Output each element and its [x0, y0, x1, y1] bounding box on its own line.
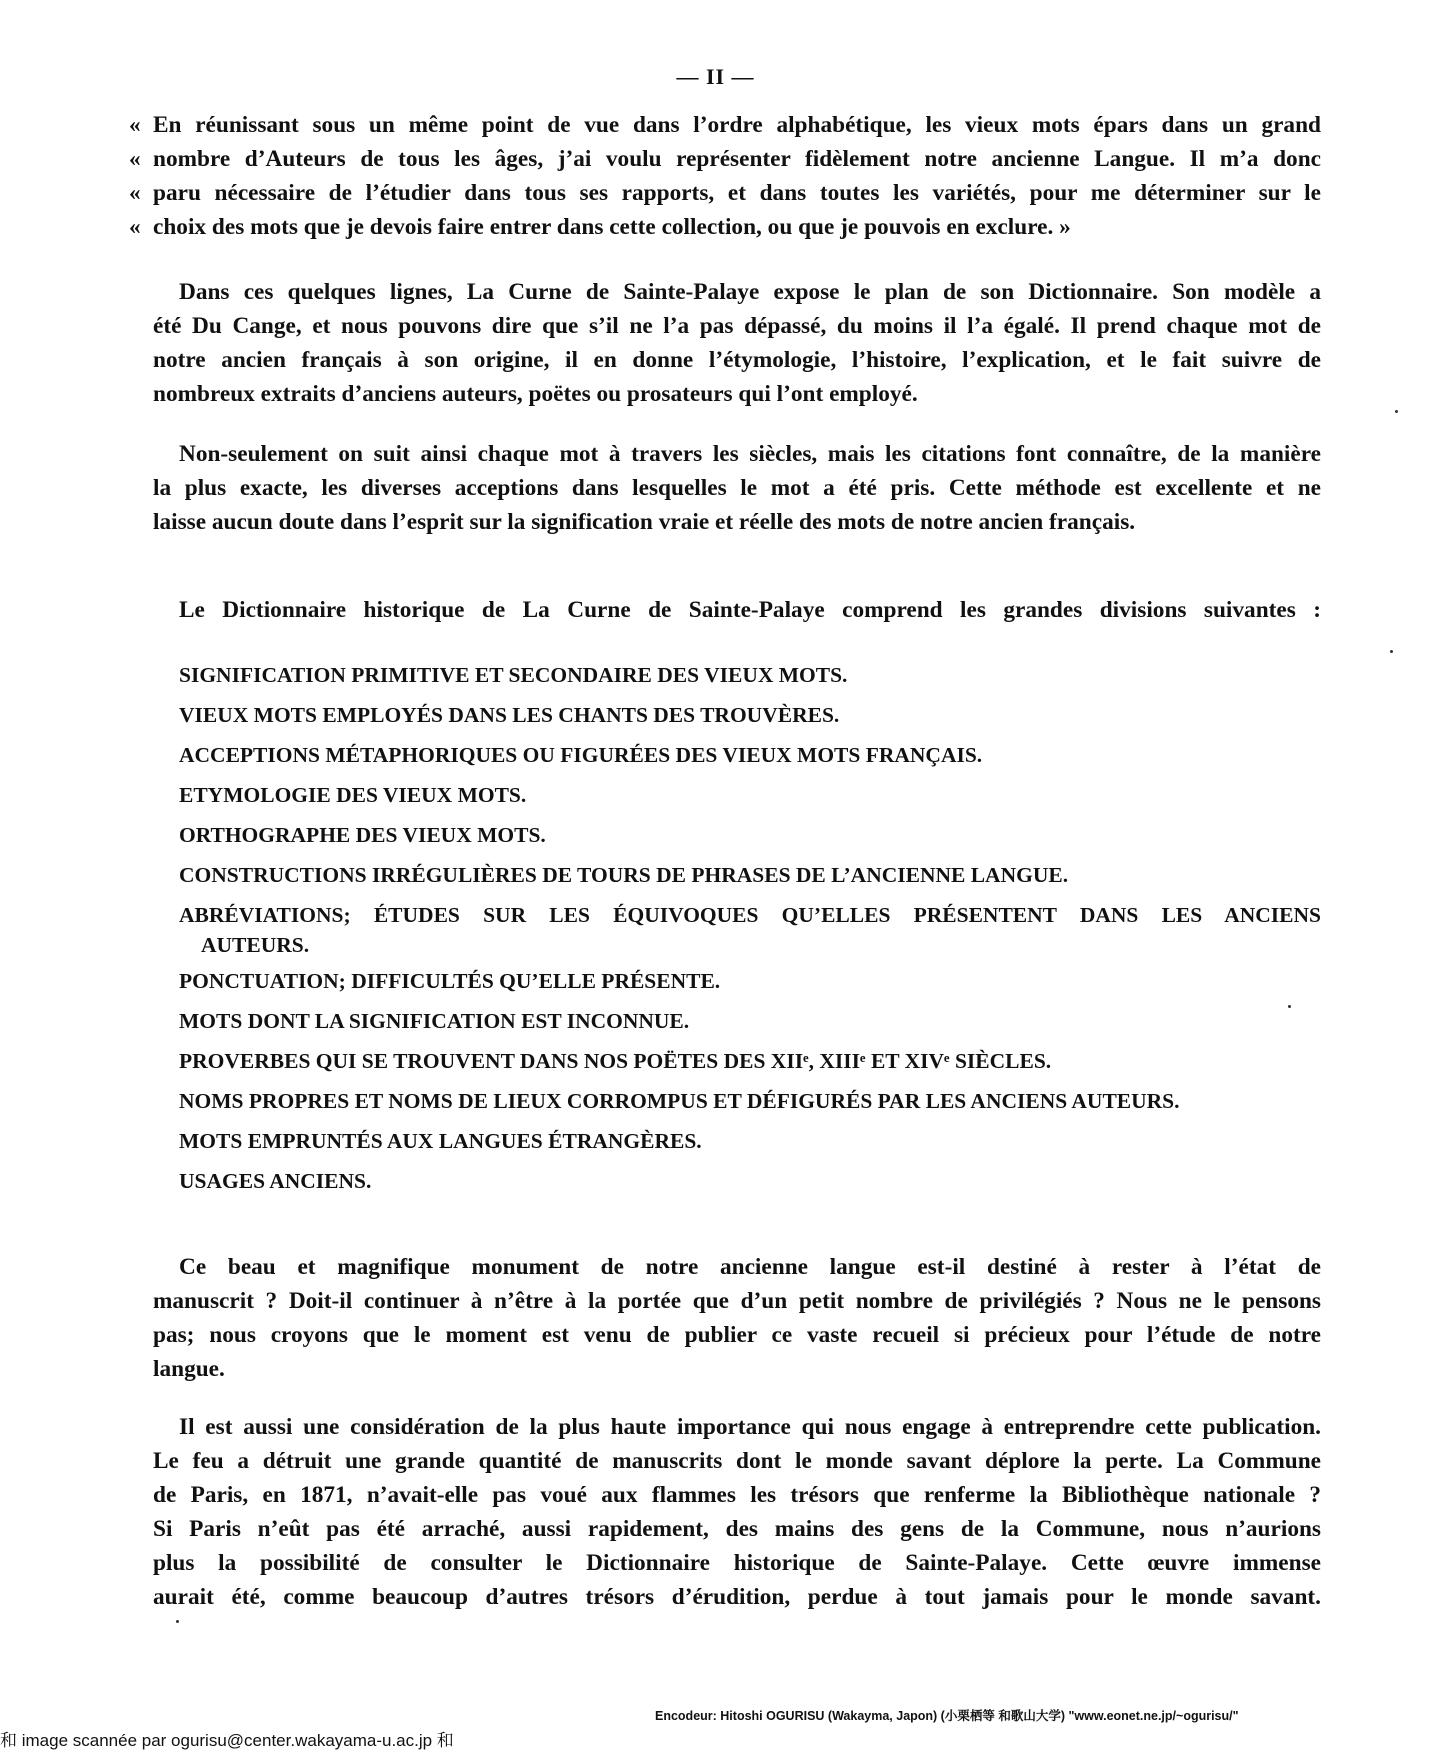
paragraph-monument	[153, 1250, 1321, 1386]
divisions-list	[179, 655, 1321, 1201]
paragraph-line: manuscrit ? Doit-il continuer à n’être à la portée que d’un petit nombre de privilégiés ? Nous ne le pensons	[153, 1288, 1321, 1314]
paragraph-line: Ce beau et magnifique monument de notre ancienne langue est-il destiné à rester à l’état de	[179, 1254, 1321, 1280]
division-item: ACCEPTIONS MÉTAPHORIQUES OU FIGURÉES DES VIEUX MOTS FRANÇAIS.	[179, 743, 983, 767]
paragraph-line: Non-seulement on suit ainsi chaque mot à travers les siècles, mais les citations font connaître, de la manière	[179, 441, 1321, 467]
quote-mark: «	[129, 180, 141, 206]
paragraph-line: Le feu a détruit une grande quantité de manuscrits dont le monde savant déplore la perte. La Commune	[153, 1448, 1321, 1474]
quote-line: « En réunissant sous un même point de vue dans l’ordre alphabétique, les vieux mots épars dans un grand	[153, 108, 1321, 142]
paragraph-divisions-intro	[153, 593, 1321, 627]
paragraph-line: notre ancien français à son origine, il en donne l’étymologie, l’histoire, l’explication, et le fait suivre de	[153, 347, 1321, 373]
division-item: VIEUX MOTS EMPLOYÉS DANS LES CHANTS DES TROUVÈRES.	[179, 703, 840, 727]
footer-encoder-credit: Encodeur: Hitoshi OGURISU (Wakayma, Japon) (小栗栖等 和歌山大学) "www.eonet.ne.jp/~ogurisu/"	[655, 1709, 1239, 1723]
scan-speck	[1288, 1005, 1291, 1008]
paragraph-line: la plus exacte, les diverses acceptions dans lesquelles le mot a été pris. Cette méthode est excellente et ne	[153, 475, 1321, 501]
division-item: SIGNIFICATION PRIMITIVE ET SECONDAIRE DES VIEUX MOTS.	[179, 663, 848, 687]
division-item: PONCTUATION; DIFFICULTÉS QU’ELLE PRÉSENTE.	[179, 969, 721, 993]
paragraph-line: nombreux extraits d’anciens auteurs, poëtes ou prosateurs qui l’ont employé.	[153, 381, 918, 407]
quote-mark: «	[129, 214, 141, 240]
paragraph-line: Il est aussi une considération de la plus haute importance qui nous engage à entreprendre cette publication.	[179, 1414, 1321, 1440]
paragraph-line: aurait été, comme beaucoup d’autres trésors d’érudition, perdue à tout jamais pour le monde savant.	[153, 1584, 1321, 1610]
division-item: PROVERBES QUI SE TROUVENT DANS NOS POËTES DES XIIᵉ, XIIIᵉ ET XIVᵉ SIÈCLES.	[179, 1049, 1052, 1073]
division-item: NOMS PROPRES ET NOMS DE LIEUX CORROMPUS ET DÉFIGURÉS PAR LES ANCIENS AUTEURS.	[179, 1089, 1180, 1113]
paragraph-line: Dans ces quelques lignes, La Curne de Sainte-Palaye expose le plan de son Dictionnaire. Son modèle a	[179, 279, 1321, 305]
paragraph-line: de Paris, en 1871, n’avait-elle pas voué aux flammes les trésors que renferme la Bibliothèque nationale ?	[153, 1482, 1321, 1508]
division-item-continuation: AUTEURS.	[201, 933, 310, 957]
division-item: MOTS DONT LA SIGNIFICATION EST INCONNUE.	[179, 1009, 690, 1033]
scan-speck	[1390, 650, 1393, 653]
paragraph-line: langue.	[153, 1356, 225, 1382]
division-item: ORTHOGRAPHE DES VIEUX MOTS.	[179, 823, 546, 847]
footer-scan-credit: 和 image scannée par ogurisu@center.wakayama-u.ac.jp 和	[0, 1731, 454, 1750]
paragraph-line: pas; nous croyons que le moment est venu de publier ce vaste recueil si précieux pour l’étude de notre	[153, 1322, 1321, 1348]
page-number: — II —	[676, 64, 755, 89]
quote-line: « choix des mots que je devois faire entrer dans cette collection, ou que je pouvois en exclure. »	[153, 210, 1321, 244]
quote-mark: «	[129, 146, 141, 172]
paragraph-line: été Du Cange, et nous pouvons dire que s’il ne l’a pas dépassé, du moins il l’a égalé. Il prend chaque mot de	[153, 313, 1321, 339]
quote-line: « paru nécessaire de l’étudier dans tous ses rapports, et dans toutes les variétés, pour me déterminer sur le	[153, 176, 1321, 210]
paragraph-line: laisse aucun doute dans l’esprit sur la signification vraie et réelle des mots de notre ancien français.	[153, 509, 1136, 535]
division-item: ETYMOLOGIE DES VIEUX MOTS.	[179, 783, 527, 807]
division-item: MOTS EMPRUNTÉS AUX LANGUES ÉTRANGÈRES.	[179, 1129, 702, 1153]
quote-mark: «	[129, 112, 141, 138]
paragraph-method	[153, 437, 1321, 539]
paragraph-line: Le Dictionnaire historique de La Curne de Sainte-Palaye comprend les grandes divisions suivantes :	[179, 597, 1321, 623]
division-item: USAGES ANCIENS.	[179, 1169, 372, 1193]
division-item: CONSTRUCTIONS IRRÉGULIÈRES DE TOURS DE PHRASES DE L’ANCIENNE LANGUE.	[179, 863, 1069, 887]
division-item: ABRÉVIATIONS; ÉTUDES SUR LES ÉQUIVOQUES QU’ELLES PRÉSENTENT DANS LES ANCIENS	[179, 903, 1321, 927]
quotation-block	[129, 108, 1321, 244]
quote-line: « nombre d’Auteurs de tous les âges, j’ai voulu représenter fidèlement notre ancienne Langue. Il m’a donc	[153, 142, 1321, 176]
scan-speck	[1395, 410, 1398, 413]
paragraph-line: Si Paris n’eût pas été arraché, aussi rapidement, des mains des gens de la Commune, nous n’aurions	[153, 1516, 1321, 1542]
paragraph-plan	[153, 275, 1321, 411]
paragraph-commune	[153, 1410, 1321, 1614]
scan-speck	[176, 1620, 179, 1623]
paragraph-line: plus la possibilité de consulter le Dictionnaire historique de Sainte-Palaye. Cette œuvre immense	[153, 1550, 1321, 1576]
